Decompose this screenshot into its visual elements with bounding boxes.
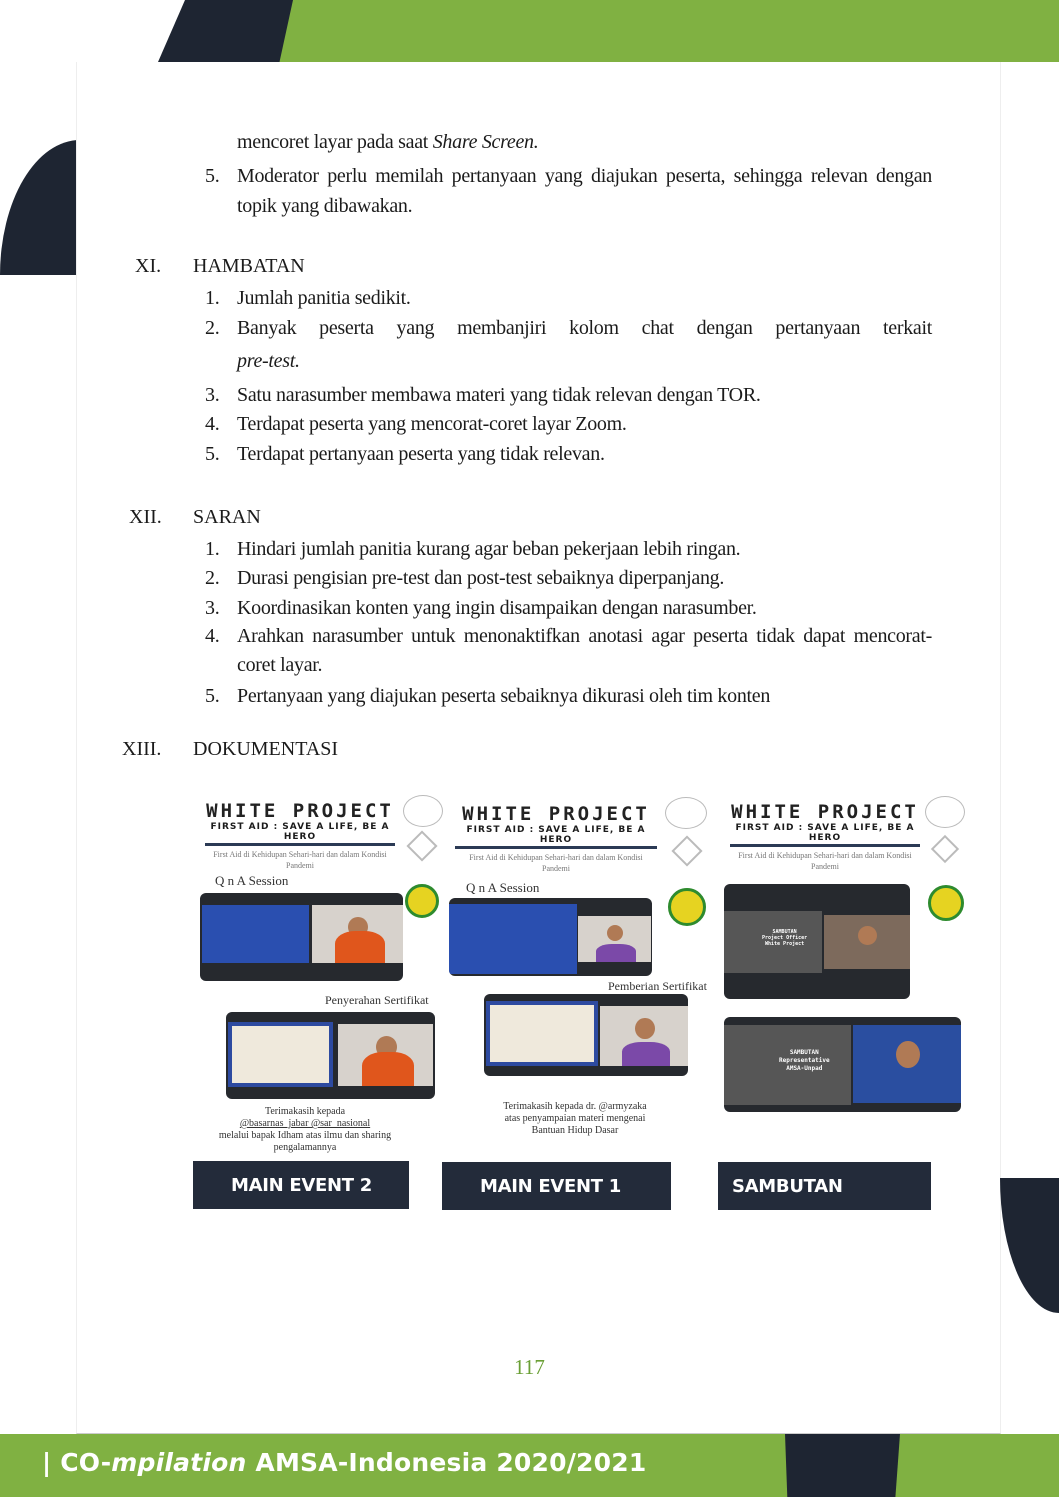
thanks-line: Terimakasih kepada dr. @armyzaka	[503, 1101, 647, 1112]
speaker-video	[824, 915, 910, 969]
slide-text: SAMBUTAN	[789, 1049, 819, 1056]
italic-text: Share Screen.	[432, 131, 539, 153]
panel-description: First Aid di Kehidupan Sehari-hari dan dalam Kondisi Pandemi	[469, 853, 643, 873]
section-number: XII.	[129, 506, 162, 528]
thanks-line: atas penyampaian materi mengenai	[504, 1113, 646, 1124]
slide-text: Representative	[779, 1057, 830, 1064]
speaker-video	[338, 1024, 433, 1086]
footer-text: AMSA-Indonesia 2020/2021	[246, 1448, 647, 1477]
item-text: Satu narasumber membawa materi yang tidak relevan dengan TOR.	[237, 384, 761, 406]
speaker-video	[600, 1006, 688, 1066]
zoom-screenshot-certificate	[226, 1012, 435, 1099]
slide-text: AMSA-Unpad	[786, 1065, 823, 1072]
thanks-line: melalui bapak Idham atas ilmu dan sharing	[218, 1130, 392, 1141]
thanks-line: Bantuan Hidup Dasar	[531, 1125, 619, 1136]
section-number: XI.	[135, 255, 162, 277]
right-decorative-arc	[1000, 1178, 1059, 1313]
footer-text: | CO-	[42, 1448, 112, 1477]
label-main-event-2: MAIN EVENT 2	[193, 1161, 409, 1209]
list-item	[205, 380, 932, 410]
doc-panel-sambutan	[730, 801, 920, 872]
footer-navy-shape	[785, 1434, 900, 1497]
thanks-text	[215, 1106, 395, 1154]
left-decorative-arc	[0, 140, 80, 275]
slide-text: Project Officer	[762, 935, 808, 941]
item-number: 2.	[205, 317, 220, 339]
list-item	[205, 681, 932, 711]
item-text: Durasi pengisian pre-test dan post-test sebaiknya diperpanjang.	[237, 567, 725, 589]
speaker-video	[578, 916, 651, 962]
section-title: SARAN	[193, 506, 261, 528]
panel-description: First Aid di Kehidupan Sehari-hari dan dalam Kondisi Pandemi	[213, 850, 387, 870]
thanks-line: pengalamannya	[273, 1142, 337, 1153]
footer-italic: mpilation	[111, 1448, 247, 1477]
item-number: 1.	[205, 287, 220, 309]
item-number: 5.	[205, 685, 220, 707]
doc-panel-main-event-2	[205, 800, 395, 871]
item-text: Moderator perlu memilah pertanyaan yang diajukan peserta, sehingga relevan dengan topik yang dibawakan.	[237, 165, 932, 217]
thanks-line: Terimakasih kepada	[264, 1106, 346, 1117]
list-item	[205, 534, 932, 564]
amsa-logo	[403, 795, 443, 827]
list-item	[205, 439, 932, 469]
amsa-logo	[665, 797, 707, 829]
list-item	[205, 622, 932, 680]
certificate-image	[228, 1022, 333, 1087]
panel-title: WHITE PROJECT	[731, 801, 919, 823]
amsa-logo	[925, 796, 965, 828]
slido-slide	[449, 904, 577, 974]
thanks-handles[interactable]: @basarnas_jabar @sar_nasional	[239, 1118, 371, 1129]
speaker-video	[312, 905, 403, 963]
italic-text: pre-test.	[237, 350, 300, 372]
slido-slide	[202, 905, 309, 963]
item-number: 1.	[205, 538, 220, 560]
item-number: 4.	[205, 413, 220, 435]
slide-text: White Project	[765, 941, 805, 947]
item-number: 4.	[205, 625, 220, 647]
item-text: Jumlah panitia sedikit.	[237, 287, 411, 309]
panel-title: WHITE PROJECT	[462, 803, 650, 825]
sar-logo	[668, 888, 706, 926]
item-number: 3.	[205, 597, 220, 619]
list-item	[205, 563, 932, 593]
text: mencoret layar pada saat	[237, 131, 433, 153]
thanks-text	[485, 1101, 665, 1137]
speaker-video	[853, 1025, 961, 1103]
section-title: DOKUMENTASI	[193, 738, 339, 760]
footer-title	[42, 1448, 646, 1477]
certificate-image	[486, 1001, 598, 1066]
continuation-line	[237, 127, 538, 157]
section-number: XIII.	[122, 738, 162, 760]
caption-qna: Q n A Session	[466, 880, 540, 895]
sambutan-slide	[724, 1025, 851, 1105]
panel-subtitle: FIRST AID : SAVE A LIFE, BE A HERO	[205, 822, 395, 846]
item-text: Banyak peserta yang membanjiri kolom chat dengan pertanyaan terkait	[237, 317, 932, 339]
page-number: 117	[514, 1355, 545, 1379]
zoom-screenshot-sambutan-po	[724, 884, 910, 999]
caption-qna: Q n A Session	[215, 873, 289, 888]
doc-panel-main-event-1	[455, 803, 657, 874]
zoom-screenshot-certificate	[484, 994, 688, 1076]
list-item	[205, 313, 932, 343]
sambutan-slide	[724, 911, 822, 973]
item-text: Arahkan narasumber untuk menonaktifkan anotasi agar peserta tidak dapat mencorat-coret layar.	[237, 625, 932, 676]
caption-certificate: Penyerahan Sertifikat	[325, 993, 429, 1007]
zoom-screenshot-sambutan-rep	[724, 1017, 961, 1112]
header-green-band	[230, 0, 1059, 62]
section-title: HAMBATAN	[193, 255, 305, 277]
caption-certificate: Pemberian Sertifikat	[608, 979, 707, 993]
item-number: 2.	[205, 567, 220, 589]
item-number: 3.	[205, 384, 220, 406]
list-item	[205, 283, 932, 313]
zoom-screenshot-qna	[449, 898, 652, 976]
item-text: Hindari jumlah panitia kurang agar beban pekerjaan lebih ringan.	[237, 538, 741, 560]
slide-text: SAMBUTAN	[772, 929, 797, 935]
panel-subtitle: FIRST AID : SAVE A LIFE, BE A HERO	[730, 823, 920, 847]
item-text-italic	[237, 346, 300, 376]
label-sambutan: SAMBUTAN	[718, 1162, 931, 1210]
item-text: Terdapat pertanyaan peserta yang tidak relevan.	[237, 443, 605, 465]
sar-logo	[928, 885, 964, 921]
list-item	[205, 161, 932, 221]
item-number: 5.	[205, 165, 220, 187]
header-navy-shape	[158, 0, 293, 62]
item-number: 5.	[205, 443, 220, 465]
item-text: Pertanyaan yang diajukan peserta sebaiknya dikurasi oleh tim konten	[237, 685, 771, 707]
list-item	[205, 409, 932, 439]
sar-logo	[405, 884, 439, 918]
label-main-event-1: MAIN EVENT 1	[442, 1162, 671, 1210]
list-item	[205, 593, 932, 623]
panel-subtitle: FIRST AID : SAVE A LIFE, BE A HERO	[455, 825, 657, 849]
item-text: Terdapat peserta yang mencorat-coret layar Zoom.	[237, 413, 627, 435]
panel-description: First Aid di Kehidupan Sehari-hari dan dalam Kondisi Pandemi	[738, 851, 912, 871]
item-text: Koordinasikan konten yang ingin disampaikan dengan narasumber.	[237, 597, 757, 619]
zoom-screenshot-qna	[200, 893, 403, 981]
panel-title: WHITE PROJECT	[206, 800, 394, 822]
